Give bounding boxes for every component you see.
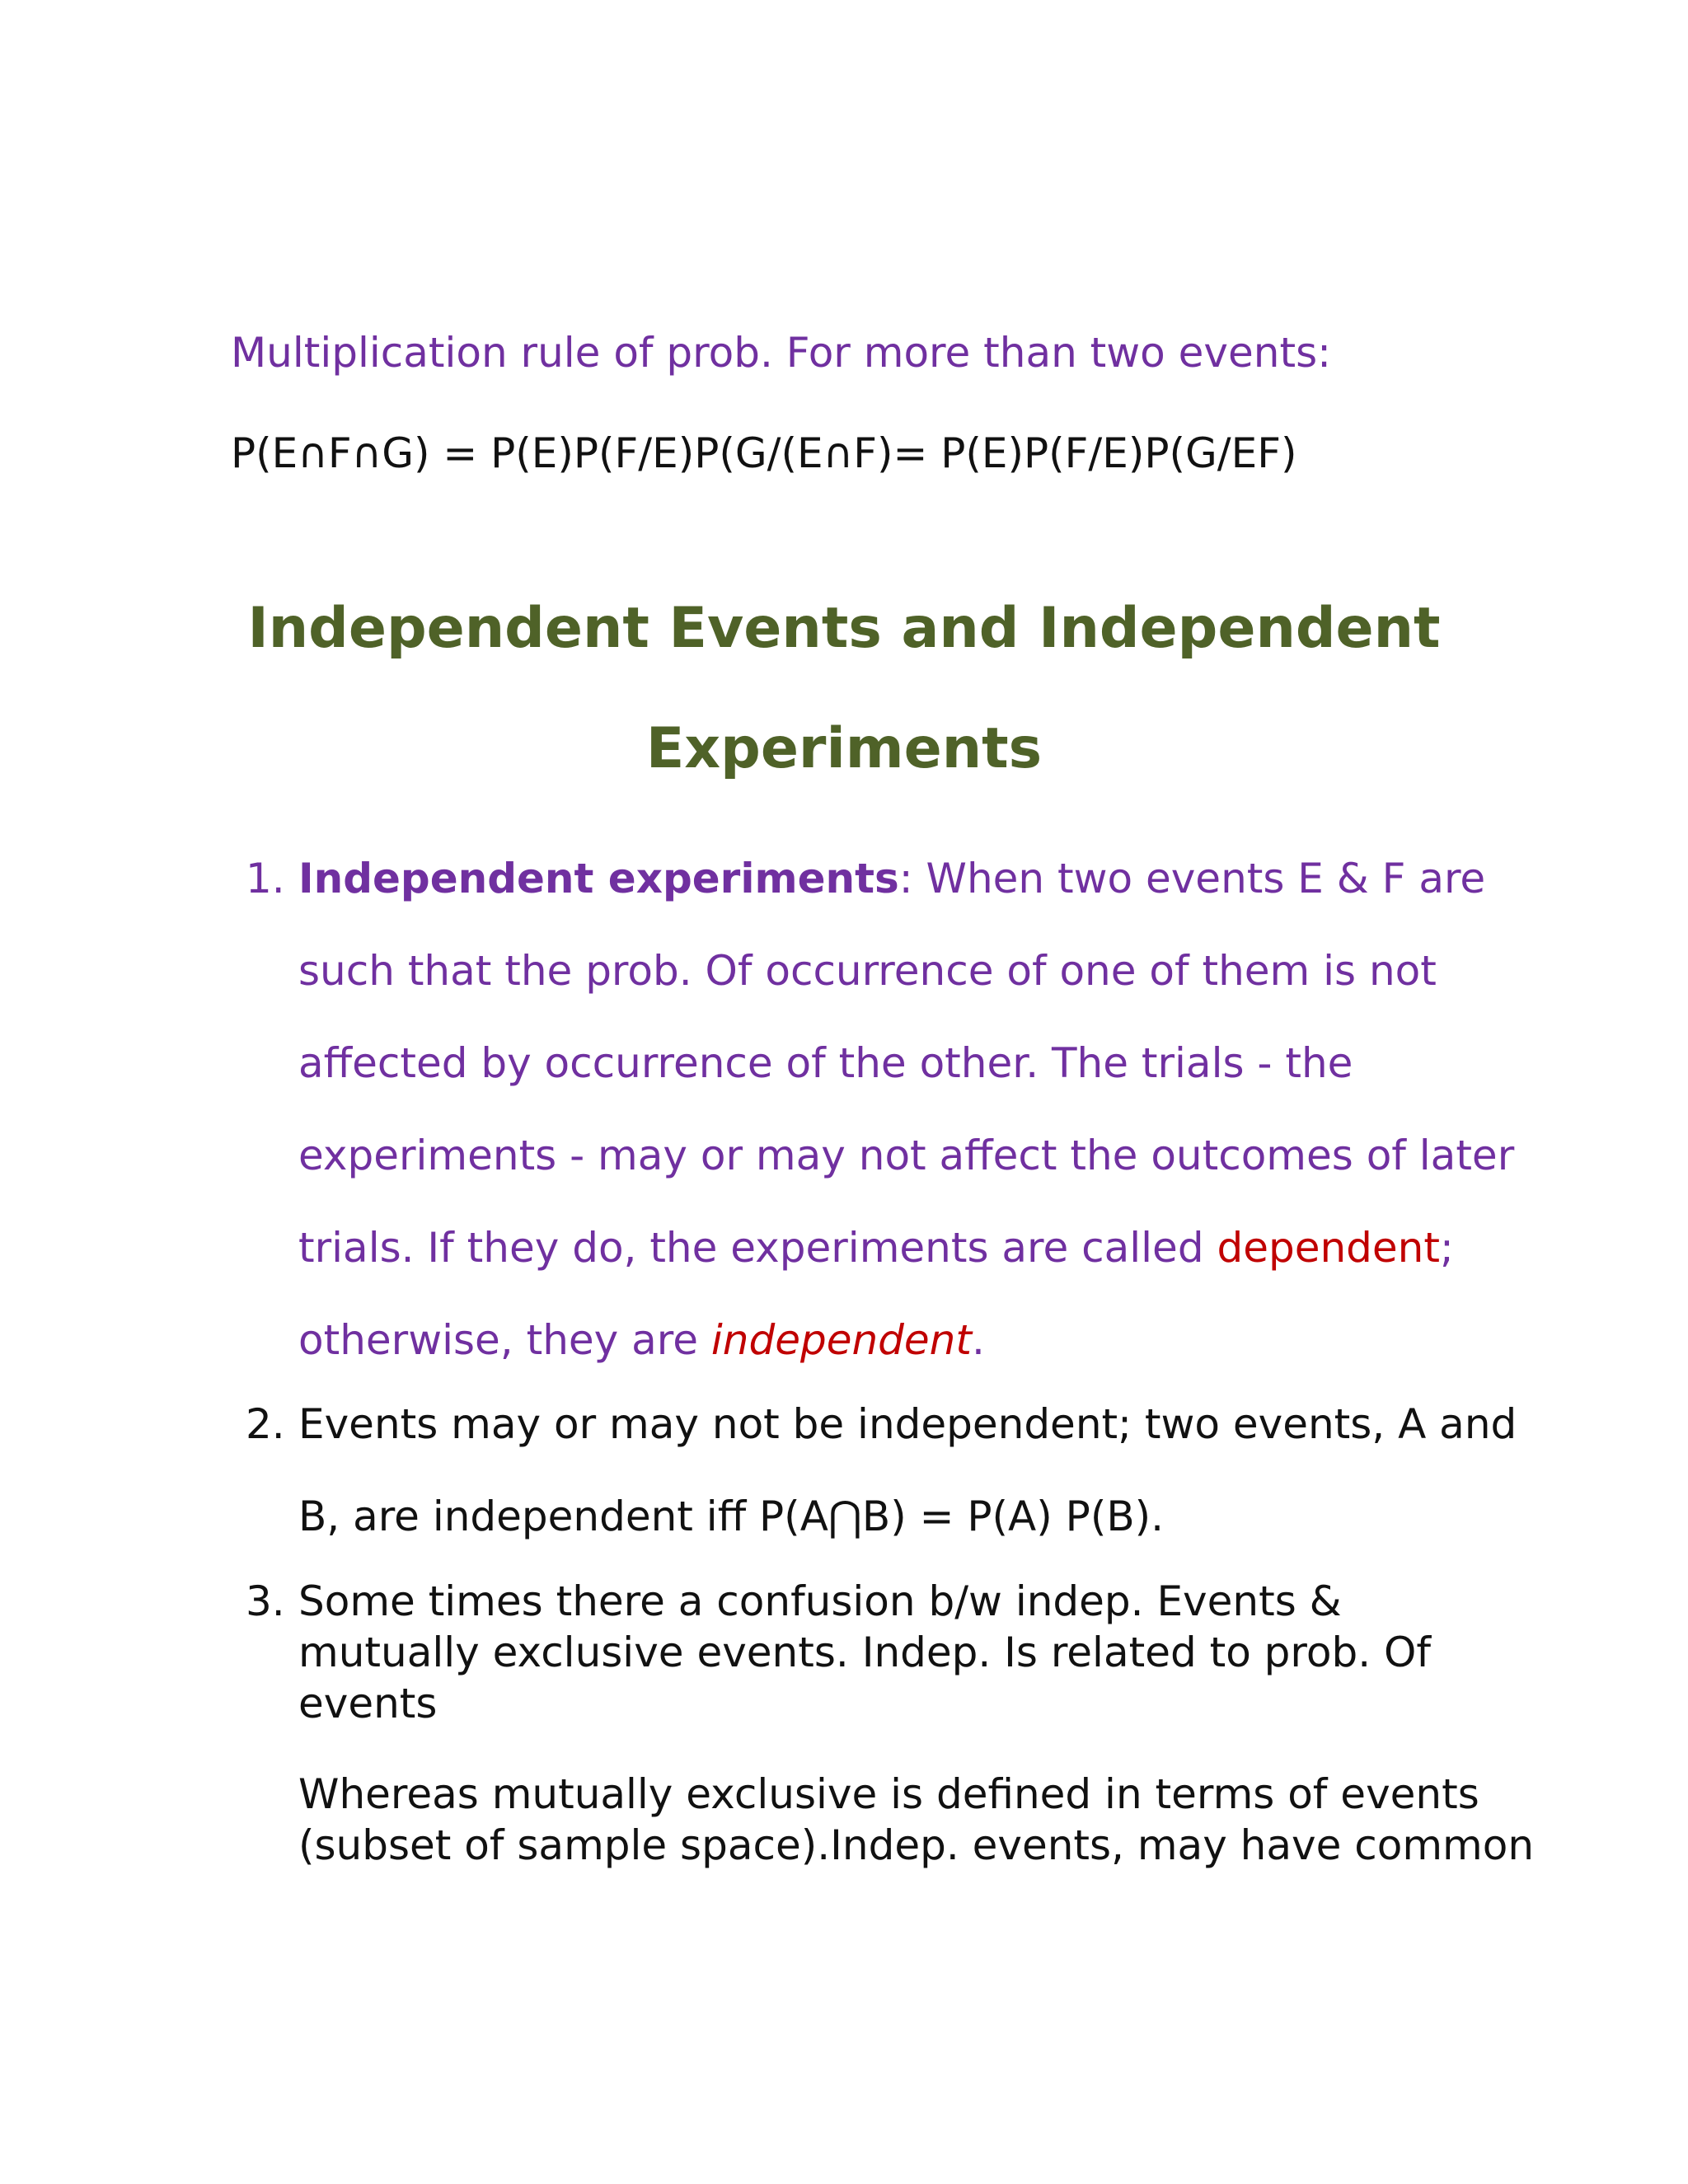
list-number-1: 1.	[246, 855, 285, 902]
item1-line-1-rest: When two events E & F are	[912, 855, 1486, 902]
item2-line-1: Events may or may not be independent; two events, A and	[298, 1400, 1517, 1448]
item1-line-5-post: ;	[1439, 1224, 1454, 1272]
item1-line-6-post: .	[971, 1316, 985, 1364]
item1-line-1	[298, 832, 1514, 925]
heading-line-2: Experiments	[645, 716, 1043, 781]
section-heading	[148, 569, 1540, 809]
item3-para2-line-1: Whereas mutually exclusive is defined in terms of events	[298, 1770, 1479, 1818]
item1-line-2: such that the prob. Of occurrence of one of them is not	[298, 947, 1437, 995]
item1-line-4: experiments - may or may not affect the outcomes of later	[298, 1132, 1515, 1179]
item3-line-2: mutually exclusive events. Indep. Is related to prob. Of	[298, 1629, 1431, 1676]
item3-paragraph-2	[298, 1769, 1534, 1871]
item3-para2-line-2: (subset of sample space).Indep. events, may have common	[298, 1821, 1535, 1869]
multiplication-formula: P(E∩F∩G) = P(E)P(F/E)P(G/(E∩F)= P(E)P(F/E)P(G/EF)	[231, 429, 1297, 477]
list-item-2-body	[298, 1378, 1517, 1563]
term-independent-experiments: Independent experiments	[298, 855, 899, 902]
item1-line-6	[298, 1294, 1514, 1386]
heading-line-1: Independent Events and Independent	[247, 596, 1441, 661]
word-independent: independent	[710, 1316, 972, 1364]
item3-line-1: Some times there a confusion b/w indep. Events &	[298, 1577, 1342, 1625]
item1-line-6-pre: otherwise, they are	[298, 1316, 711, 1364]
item1-line-3: affected by occurrence of the other. The trials - the	[298, 1039, 1353, 1087]
item1-line-5	[298, 1202, 1514, 1294]
item2-line-2: B, are independent iff P(A⋂B) = P(A) P(B).	[298, 1493, 1165, 1540]
list-item-1-body	[298, 832, 1514, 1386]
term-colon: :	[898, 855, 913, 902]
list-number-2: 2.	[246, 1400, 285, 1448]
list-item-3-body	[298, 1576, 1431, 1729]
item3-line-3: events	[298, 1680, 438, 1727]
word-dependent: dependent	[1217, 1224, 1440, 1272]
item1-line-5-pre: trials. If they do, the experiments are called	[298, 1224, 1217, 1272]
intro-text: Multiplication rule of prob. For more than two events:	[231, 329, 1331, 377]
list-number-3: 3.	[246, 1577, 285, 1625]
